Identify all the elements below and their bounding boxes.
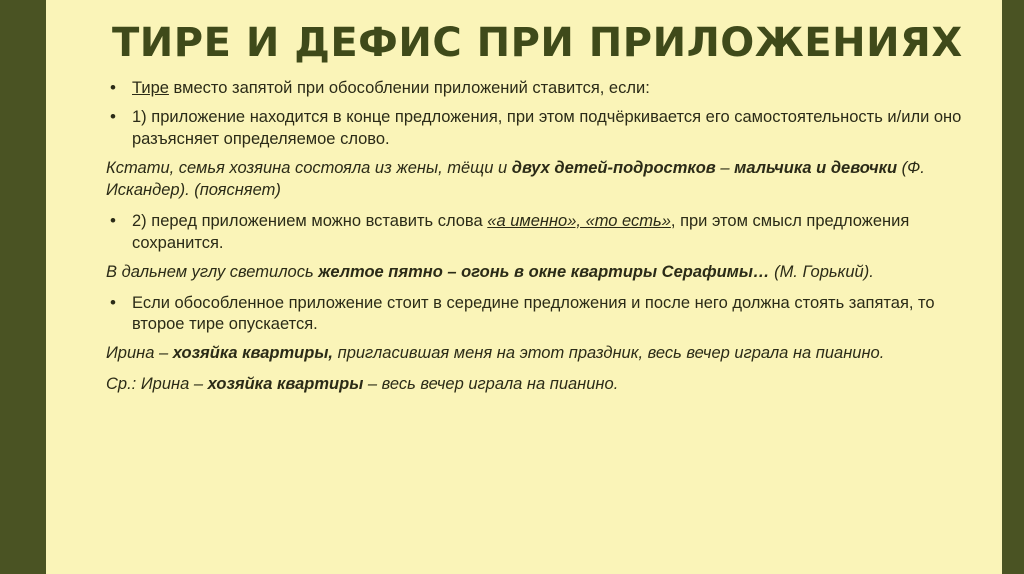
list-item [106, 211, 968, 255]
right-decorative-band [1002, 0, 1024, 574]
text-run: Если обособленное приложение стоит в середине предложения и после него должна стоять запятая, то второе тире опускается. [132, 293, 935, 334]
text-run: В дальнем углу светилось [106, 262, 319, 281]
page-title: ТИРЕ И ДЕФИС ПРИ ПРИЛОЖЕНИЯХ [112, 20, 963, 66]
list-item [106, 293, 968, 337]
text-run: 2) перед приложением можно вставить слова [132, 211, 488, 230]
text-run: (Ф. Искандер). (поясняет) [106, 158, 925, 199]
example-sentence [106, 158, 968, 202]
text-run: – весь вечер играла на пианино. [363, 375, 619, 394]
text-run: желтое пятно – огонь в окне квартиры Серафимы… [318, 262, 770, 281]
text-run: Ирина – [106, 344, 173, 363]
text-run: двух детей-подростков [511, 158, 716, 177]
text-run: пригласившая меня на этот праздник, весь вечер играла на пианино. [333, 344, 885, 363]
text-run: хозяйка квартиры, [172, 344, 334, 363]
example-sentence [106, 343, 968, 365]
left-decorative-band [0, 0, 46, 574]
example-sentence [106, 374, 968, 396]
body-text-container [46, 64, 1002, 396]
list-item [106, 107, 968, 151]
text-run: хозяйка квартиры [207, 375, 364, 394]
text-run: 1) приложение находится в конце предложения, при этом подчёркивается его самостоятельность и/или оно разъясняет определяемое слово. [132, 107, 962, 148]
text-run: Кстати, семья хозяина состояла из жены, тёщи и [106, 158, 512, 177]
text-run: Ср.: Ирина – [106, 375, 208, 394]
list-item [106, 78, 968, 100]
text-run: (М. Горький). [769, 262, 874, 281]
text-run: Тире [132, 79, 169, 97]
text-run: – [715, 158, 735, 177]
slide-content [46, 0, 1002, 574]
text-run: вместо запятой при обособлении приложений ставится, если: [168, 79, 650, 97]
example-sentence [106, 262, 968, 284]
text-run: мальчика и девочки [734, 158, 898, 177]
text-run: «а именно», «то есть» [487, 211, 671, 230]
text-run: , при этом смысл предложения сохранится. [132, 211, 910, 252]
